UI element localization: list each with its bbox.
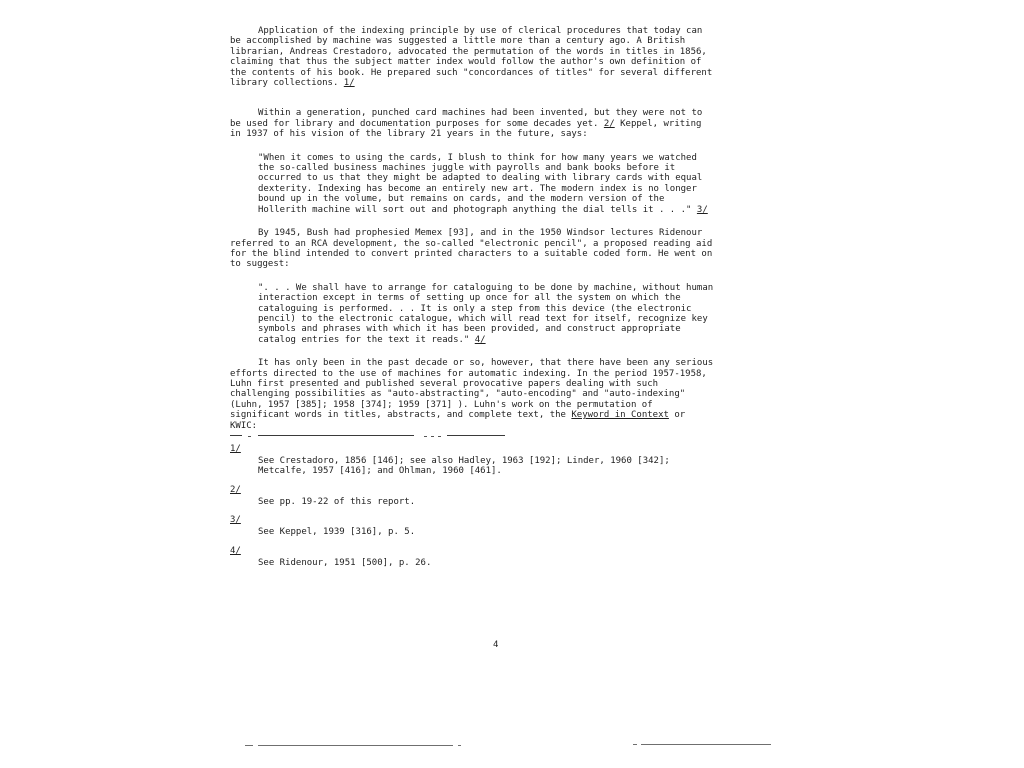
paragraph-text: Within a generation, punched card machines had been invented, but they were not to be used for library and documentation purposes for some decades yet.: [230, 108, 703, 129]
blockquote-keppel: [258, 153, 714, 215]
footnote-label: 2/: [230, 484, 241, 495]
footnote-4: [230, 546, 730, 568]
footnote-label: 1/: [230, 444, 241, 454]
footnote-label: 4/: [230, 545, 241, 556]
paragraph-punched-cards: [230, 108, 714, 139]
paragraph-bush-memex: [230, 228, 714, 270]
scan-artifact-dash: [245, 745, 253, 746]
footnote-text: See Crestadoro, 1856 [146]; see also Hadley, 1963 [192]; Linder, 1960 [342]; Metcalfe, 1957 [416]; and Ohlman, 1960 [461].: [258, 456, 670, 477]
footnote-text: See Ridenour, 1951 [500], p. 26.: [258, 557, 432, 568]
quote-text: ". . . We shall have to arrange for cataloguing to be done by machine, without human interaction except in terms of setting up once for all the system on which the cataloguing is performed. . . It is only a step from this device (the electronic pencil) to the electronic catalogue, which will read text for itself, recognize key symbols and phrases with which it has been provided, and construct appropriate catalog entries for the text it reads.": [258, 282, 714, 345]
scan-artifact-line-right: [641, 744, 771, 745]
footnote-text: See Keppel, 1939 [316], p. 5.: [258, 527, 416, 538]
scan-artifact-dot: [458, 745, 461, 746]
footnote-label: 3/: [230, 515, 241, 526]
footnote-ref-1: 1/: [343, 78, 355, 89]
footnote-1: [230, 444, 730, 477]
separator-dot: [438, 436, 441, 437]
separator-line-right: [447, 435, 505, 436]
footnote-text: See pp. 19-22 of this report.: [258, 496, 416, 507]
footnotes-section: [230, 444, 730, 576]
quote-text: "When it comes to using the cards, I blush to think for how many years we watched the so-called business machines juggle with payrolls and bank books before it occurred to us that they might be adapted to dealing with library cards with equal dexterity. Indexing has become an entirely new art. The modern index is no longer bound up in the volume, but remains on cards, and the modern version of the Hollerith machine will sort out and photograph anything the dial tells it . . .": [258, 152, 703, 215]
paragraph-text: or KWIC:: [230, 410, 686, 431]
separator-dot: [424, 436, 427, 437]
paragraph-text: By 1945, Bush had prophesied Memex [93], and in the 1950 Windsor lectures Ridenour referred to an RCA development, the so-called "electronic pencil", a proposed reading aid for the blind intended to convert printed characters to a suitable coded form. He went on to suggest:: [230, 228, 713, 270]
footnote-ref-4: 4/: [474, 334, 486, 345]
scan-artifact-line-left: [258, 745, 453, 746]
paragraph-indexing-principle: [230, 26, 714, 88]
separator-dot: [248, 436, 251, 437]
body-text: [230, 26, 714, 444]
blockquote-ridenour: [258, 283, 714, 345]
paragraph-luhn-kwic: [230, 358, 714, 431]
scan-artifact-dot: [633, 744, 637, 745]
paragraph-text: Keppel, writing in 1937 of his vision of the library 21 years in the future, says:: [230, 118, 702, 140]
page-number: 4: [493, 640, 499, 650]
footnote-2: [230, 485, 730, 507]
separator-line-left: [258, 435, 414, 436]
footnote-ref-2: 2/: [603, 118, 615, 129]
footnote-3: [230, 515, 730, 537]
paragraph-text: It has only been in the past decade or so, however, that there have been any serious efforts directed to the use of machines for automatic indexing. In the period 1957-1958, Luhn first presented and published several provocative papers dealing with such challenging possibilities as "auto-abstracting", "auto-encoding" and "auto-indexing" (Luhn, 1957 [385]; 1958 [374]; 1959 [371] ). Luhn's work on the permutation of significant words in titles, abstracts, and complete text, the: [230, 358, 714, 421]
separator-dash: [230, 435, 242, 436]
footnote-ref-3: 3/: [696, 204, 708, 215]
paragraph-text: Application of the indexing principle by use of clerical procedures that today can be accomplished by machine was suggested a little more than a century ago. A British librarian, Andreas Crestadoro, advocated the permutation of the words in titles in 1856, claiming that thus the subject matter index would follow the author's own definition of the contents of his book. He prepared such "concordances of titles" for several different library collections.: [230, 26, 713, 89]
separator-dot: [431, 436, 434, 437]
kwic-underlined-phrase: Keyword in Context: [571, 410, 669, 421]
